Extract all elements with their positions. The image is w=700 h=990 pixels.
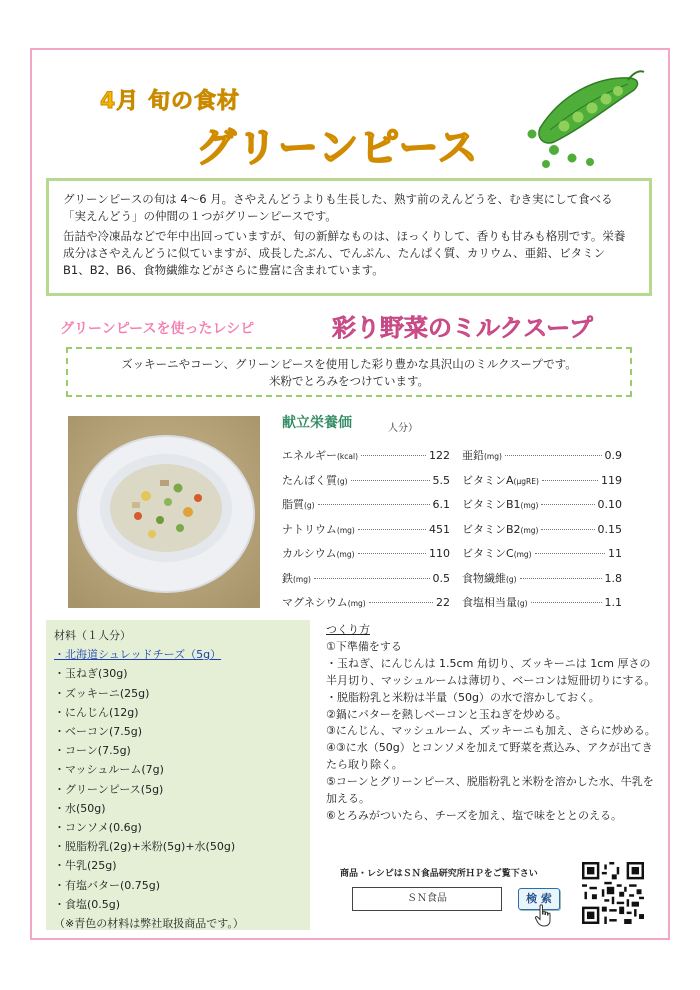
intro-paragraph-1: グリーンピースの旬は 4～6 月。さやえんどうよりも生長した、熟す前のえんどうを、むき実にして食べる「実えんどう」の仲間の１つがグリーンピースです。 <box>63 192 613 223</box>
nutrient-unit: (mg) <box>336 550 355 559</box>
nutrient-value: 1.1 <box>604 596 622 609</box>
nutrition-column-left <box>282 447 450 619</box>
ingredient-item: ・有塩バター(0.75g) <box>54 878 161 892</box>
nutrition-row <box>462 447 622 472</box>
nutrient-label: 鉄 <box>282 571 293 585</box>
nutrient-value: 0.5 <box>432 571 450 585</box>
nutrient-unit: (mg) <box>520 501 539 510</box>
nutrient-value: 0.9 <box>604 449 622 462</box>
description-line-2: 米粉でとろみをつけています。 <box>268 374 430 388</box>
ingredient-item: ・コンソメ(0.6g) <box>54 821 142 835</box>
ingredient-item: ・マッシュルーム(7g) <box>54 763 164 777</box>
nutrition-row <box>462 472 622 497</box>
nutrient-value: 6.1 <box>432 498 450 511</box>
dot-leader <box>351 480 430 481</box>
dot-leader <box>535 553 605 554</box>
ingredient-item: ・にんじん(12g) <box>54 705 139 719</box>
nutrient-value: 5.5 <box>432 473 450 487</box>
nutrient-label: 亜鉛 <box>462 449 484 462</box>
nutrient-value: 22 <box>436 596 450 609</box>
nutrition-row <box>462 570 622 595</box>
dot-leader <box>361 455 426 456</box>
nutrition-row <box>282 472 450 497</box>
dot-leader <box>520 578 602 579</box>
nutrient-unit: (g) <box>337 476 348 486</box>
dot-leader <box>314 578 430 579</box>
nutrition-row <box>462 496 622 521</box>
dot-leader <box>541 529 594 530</box>
nutrition-title: 献立栄養価 <box>282 415 352 431</box>
method-step: ⑤コーンとグリーンピース、脱脂粉乳と米粉を溶かした水、牛乳を加える。 <box>326 775 654 806</box>
method-section <box>326 622 656 825</box>
search-button[interactable]: 検 索 <box>518 888 560 910</box>
nutrient-value: 11 <box>608 547 622 560</box>
nutrient-value: 110 <box>429 547 450 560</box>
nutrition-column-right <box>462 447 622 619</box>
recipe-description <box>66 347 632 397</box>
ingredient-item: ・ベーコン(7.5g) <box>54 725 143 739</box>
ingredients-title: 材料（１人分） <box>54 629 131 642</box>
nutrient-unit: (mg) <box>336 525 355 535</box>
nutrient-label: ナトリウム <box>282 522 337 536</box>
nutrition-row <box>282 447 450 472</box>
nutrient-label: たんぱく質 <box>282 473 337 487</box>
nutrient-unit: (kcal) <box>337 452 358 461</box>
intro-paragraph-2: 缶詰や冷凍品などで年中出回っていますが、旬の新鮮なものは、ほっくりして、香りも甘みも格別です。栄養成分はさやえんどうに似ていますが、成長したぶん、でんぷん、たんぱく質、カリウム、亜鉛、ビタミン B1、B2、B6、食物繊維などがさらに豊富に含まれています。 <box>63 229 626 277</box>
nutrition-row <box>282 594 450 619</box>
search-field[interactable]: ＳＮ食品 <box>352 887 502 911</box>
nutrition-row <box>462 545 622 570</box>
nutrition-row <box>462 594 622 619</box>
dot-leader <box>358 553 426 554</box>
nutrient-label: ビタミンB2 <box>462 522 521 536</box>
ingredients-note: （※青色の材料は弊社取扱商品です。） <box>54 917 244 931</box>
method-step: ①下準備をする <box>326 639 402 653</box>
ingredient-item: ・牛乳(25g) <box>54 859 117 873</box>
intro-box <box>46 178 652 296</box>
ingredient-item: ・食塩(0.5g) <box>54 897 121 911</box>
method-step: ・脱脂粉乳と米粉は半量（50g）の水で溶かしておく。 <box>326 690 600 704</box>
ingredient-item <box>54 645 302 664</box>
nutrient-value: 119 <box>601 473 622 487</box>
dot-leader <box>369 602 433 603</box>
nutrient-value: 122 <box>429 449 450 462</box>
dot-leader <box>542 480 598 481</box>
method-title: つくり方 <box>326 623 370 636</box>
nutrient-label: エネルギー <box>282 449 337 462</box>
nutrient-unit: (g) <box>506 574 517 584</box>
nutrient-unit: (mg) <box>513 550 532 559</box>
main-title: グリーンピース <box>196 125 479 171</box>
dot-leader <box>531 602 602 603</box>
nutrient-label: マグネシウム <box>282 596 348 609</box>
nutrient-value: 0.10 <box>597 498 622 511</box>
recipe-name: 彩り野菜のミルクスープ <box>332 314 593 342</box>
nutrition-unit: 人分） <box>388 423 418 434</box>
ingredient-item: ・コーン(7.5g) <box>54 744 131 758</box>
nutrition-row <box>282 570 450 595</box>
method-step: ・玉ねぎ、にんじんは 1.5cm 角切り、ズッキーニは 1cm 厚さの半月切り、マッシュルームは薄切り、ベーコンは短冊切りにする。 <box>326 656 656 687</box>
nutrition-row <box>282 496 450 521</box>
nutrient-unit: (g) <box>517 599 528 608</box>
description-line-1: ズッキーニやコーン、グリーンピースを使用した彩り豊かな具沢山のミルクスープです。 <box>121 357 577 371</box>
nutrient-unit: (mg) <box>484 452 502 461</box>
dot-leader <box>541 504 594 505</box>
green-pea-illustration <box>520 66 650 176</box>
nutrient-unit: (mg) <box>293 574 311 584</box>
ingredient-item: ・水(50g) <box>54 801 106 815</box>
ingredients-box <box>46 620 310 930</box>
nutrient-value: 0.15 <box>597 522 622 536</box>
recipe-subtitle: グリーンピースを使ったレシピ <box>60 321 255 337</box>
soup-photo <box>68 416 260 608</box>
hand-cursor-icon <box>534 904 554 928</box>
nutrient-unit: (mg) <box>520 525 539 535</box>
dot-leader <box>318 504 430 505</box>
nutrient-unit: (mg) <box>347 599 366 608</box>
nutrient-label: 脂質 <box>282 498 304 511</box>
method-step: ③にんじん、マッシュルーム、ズッキーニも加え、さらに炒める。 <box>326 724 656 738</box>
nutrient-label: ビタミンB1 <box>462 498 521 511</box>
nutrient-label: ビタミンC <box>462 547 514 560</box>
nutrient-label: 食物繊維 <box>462 571 506 585</box>
product-link-cheese[interactable]: ・北海道シュレッドチーズ（5g） <box>54 648 222 662</box>
nutrient-value: 1.8 <box>604 571 622 585</box>
ingredient-item: ・ズッキーニ(25g) <box>54 686 150 700</box>
nutrition-row <box>282 545 450 570</box>
nutrient-unit: (μgRE) <box>513 476 539 486</box>
qr-code-icon <box>582 862 644 924</box>
ingredient-item: ・脱脂粉乳(2g)+米粉(5g)+水(50g) <box>54 840 236 854</box>
nutrient-label: カルシウム <box>282 547 337 560</box>
dot-leader <box>358 529 426 530</box>
month-title: 4月 旬の食材 <box>100 89 240 114</box>
nutrition-row <box>462 521 622 546</box>
nutrition-row <box>282 521 450 546</box>
homepage-notice: 商品・レシピはＳＮ食品研究所ＨＰをご覧下さい <box>340 869 538 879</box>
nutrient-value: 451 <box>429 522 450 536</box>
method-step: ④③に水（50g）とコンソメを加えて野菜を煮込み、アクが出てきたら取り除く。 <box>326 741 653 772</box>
nutrient-unit: (g) <box>304 501 315 510</box>
nutrient-label: 食塩相当量 <box>462 596 517 609</box>
method-step: ⑥とろみがついたら、チーズを加え、塩で味をととのえる。 <box>326 808 622 822</box>
nutrient-label: ビタミンA <box>462 473 514 487</box>
ingredient-item: ・グリーンピース(5g) <box>54 782 164 796</box>
ingredient-item: ・玉ねぎ(30g) <box>54 667 128 681</box>
dot-leader <box>505 455 602 456</box>
method-step: ②鍋にバターを熱しベーコンと玉ねぎを炒める。 <box>326 707 567 721</box>
